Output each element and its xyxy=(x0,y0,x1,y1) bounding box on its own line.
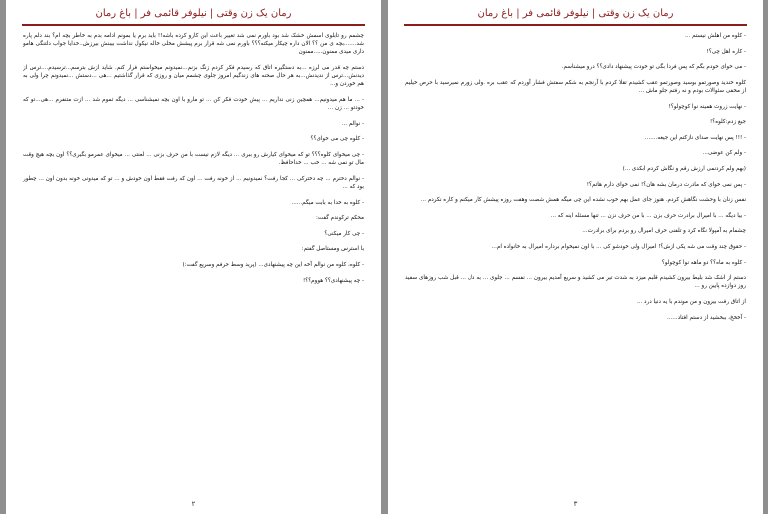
page-header-title: رمان یک زن وقتی | نیلوفر قائمی فر | باغ رمان xyxy=(477,8,674,19)
document-page-left xyxy=(6,0,381,514)
page-number: ۳ xyxy=(573,500,578,508)
paragraph: - کلوه به خدا به بابت میگم...... xyxy=(291,199,364,206)
paragraph: با استرس ومستاصل گفتم: xyxy=(301,246,364,253)
paragraph: چشمام به آمپولا نگاه کرد و تلفنی حرف امیرال رو بردم برای برادرت... xyxy=(582,228,746,235)
paragraph: نفس زنان با وحشت نگاهش کردم. هنوز جای عمل بهم خوب نشده این چی میگه همش شصت وهفت روزه پیشش کار میکنم و کاره نکردم ... xyxy=(420,197,746,204)
page-header-title: رمان یک زن وقتی | نیلوفر قائمی فر | باغ رمان xyxy=(95,8,292,19)
paragraph: - کلوه من اهلش نیستم ... xyxy=(685,33,746,39)
document-page-right xyxy=(388,0,763,514)
paragraph: - ولم کن عوضی... xyxy=(702,150,746,157)
paragraph: - کاره اهل چی؟! xyxy=(706,48,746,55)
paragraph: - کلوه چی می خوای؟؟ xyxy=(310,136,364,143)
paragraph: - چی میخوای کلوه؟؟؟ تو که میخوای کیارش رو ببری ... دیگه لازم نیست با من حرف بزنی ... لعنتی ... میخوای عمرمو بگیری؟؟ اون بچه هیچ وقت مال تو نمی شه ... خب ... خداحافظ. xyxy=(23,151,364,167)
paragraph: - می خوای خودم بگم که پس فردا بگی تو خودت پیشنهاد دادی؟؟ درو میشناسم. xyxy=(561,64,746,71)
paragraph: - پس نمی خوای که مادرت درمان بشه هان؟! نمی خوای دارم هاتم؟! xyxy=(586,181,746,188)
paragraph: - نهایت زروت همینه نوا کوچولو؟! xyxy=(668,103,746,110)
paragraph: - چی کار میکنی؟ xyxy=(324,230,364,237)
header-divider xyxy=(22,24,365,26)
paragraph: - ... ما هم میدونیم... همچین زنی نداریم ... پیش خودت فکر کن ... تو مارو با اون بچه نمیشناسی ... دیگه تموم شد ... ازت متنفرم ...هی...تو که خودتو ... زن ... xyxy=(23,97,364,112)
paragraph: از اتاق رفت بیرون و من موندم با یه دنیا درد ... xyxy=(636,298,746,305)
paragraph: - بیا دیگه ... با امیرال برادرت حرف بزن ... با من حرف نزن ... تنها مسئله اینه که ... xyxy=(550,212,746,219)
page-body xyxy=(405,32,746,490)
paragraph: - کلوه، کلوه من نوالم آخه این چه پیشنهادی... (پرید وسط حرفم وسریع گفت:) xyxy=(182,261,364,268)
paragraph: - کلوه به ماه؟؟ دو ماهه نوا کوچولو؟ xyxy=(661,259,746,266)
paragraph: - نوالم ... xyxy=(341,120,364,127)
paragraph: - نوالم دخترم ... چه دخترکی ... کجا رفت؟ نمیدونیم ... از خونه رفت ... اون که رفت فقط اون خودش و ... تو که میدونی خونه بدون اون ... چطور بود که ... xyxy=(23,175,364,190)
paragraph: کلوه خندید وصورتمو بوسید وصورتمو عقب کشیدم تقلا کردم با آرنجم به شکم سفتش فشار آوردم که عقب بره .ولی زورم نمیرسید با حرص خیلیم از مخفی سئوالات بودم و نه رفتم جلو ماش ... xyxy=(405,79,746,94)
header-divider xyxy=(404,24,747,26)
paragraph: محکم ترکوندم گفت: xyxy=(316,215,364,222)
paragraph: جیغ زدم:کلوه؟! xyxy=(710,119,746,126)
paragraph: چشمم رو تابلوی اسمش خشک شد بود باورم نمی شد تغییر باعث این کارو کرده باشه!! باید برم یا بمونم ادامه بدم به خاطر بچه ام؟ بند دلم پاره شد.......بچه ی من ؟؟ الان داره چیکار میکنه؟؟؟ باورم نمی شه قرار برم پیشش مخلی خاله نیکول نداشت بیبنش بیرزش..خدایا جواب دلتنگی هامو داری میدی ممنون.....ممنون xyxy=(23,33,364,56)
paragraph: - حقوق چند وقت می شه یکی ازش؟! امیرال ولی خودشو کی ... با اون نمیخوام برداره امیرال به خانواده ام... xyxy=(491,243,746,250)
page-number: ۲ xyxy=(191,500,196,508)
page-body xyxy=(23,32,364,490)
paragraph: - !!! پس نهایت صدای نازکتم این جیغه....... xyxy=(644,134,746,141)
paragraph: دستم از اشک شد بلیط بیرون کشیدم قلبم میزد به شدت تیر می کشید و سریع آمدیم بیرون ... نفسم ... جلوی ... به دل ... قبل شب روزهای سفید روز دوازده پایین رو ... xyxy=(405,275,746,290)
paragraph: دستم چه قدر می لرزه ...به دستگیره اتاق که رسیدم فکر کردم زنگ بزنم...نمیدونم میخواستم فرار کنم. شاید ازش بترسم...ترسیدم....ترس از دیدنش...ترس از ندیدنش...به هر حال صحنه های زندگیم امروز جلوی چشمم میان و روزی که قرار گذاشتیم ...هی ...دستش ...نمیدونم چرا ولی به هم خوردن و... xyxy=(23,65,364,88)
paragraph: (بهم ولم کردنمی ارزش رقم و نگاش کردم ابکدی ...) xyxy=(622,165,746,172)
paragraph: - چه پیشنهادی؟؟ هووم؟؟! xyxy=(302,277,364,284)
paragraph: - آخخخ، ببخشید از دستم افتاد...... xyxy=(666,314,746,321)
